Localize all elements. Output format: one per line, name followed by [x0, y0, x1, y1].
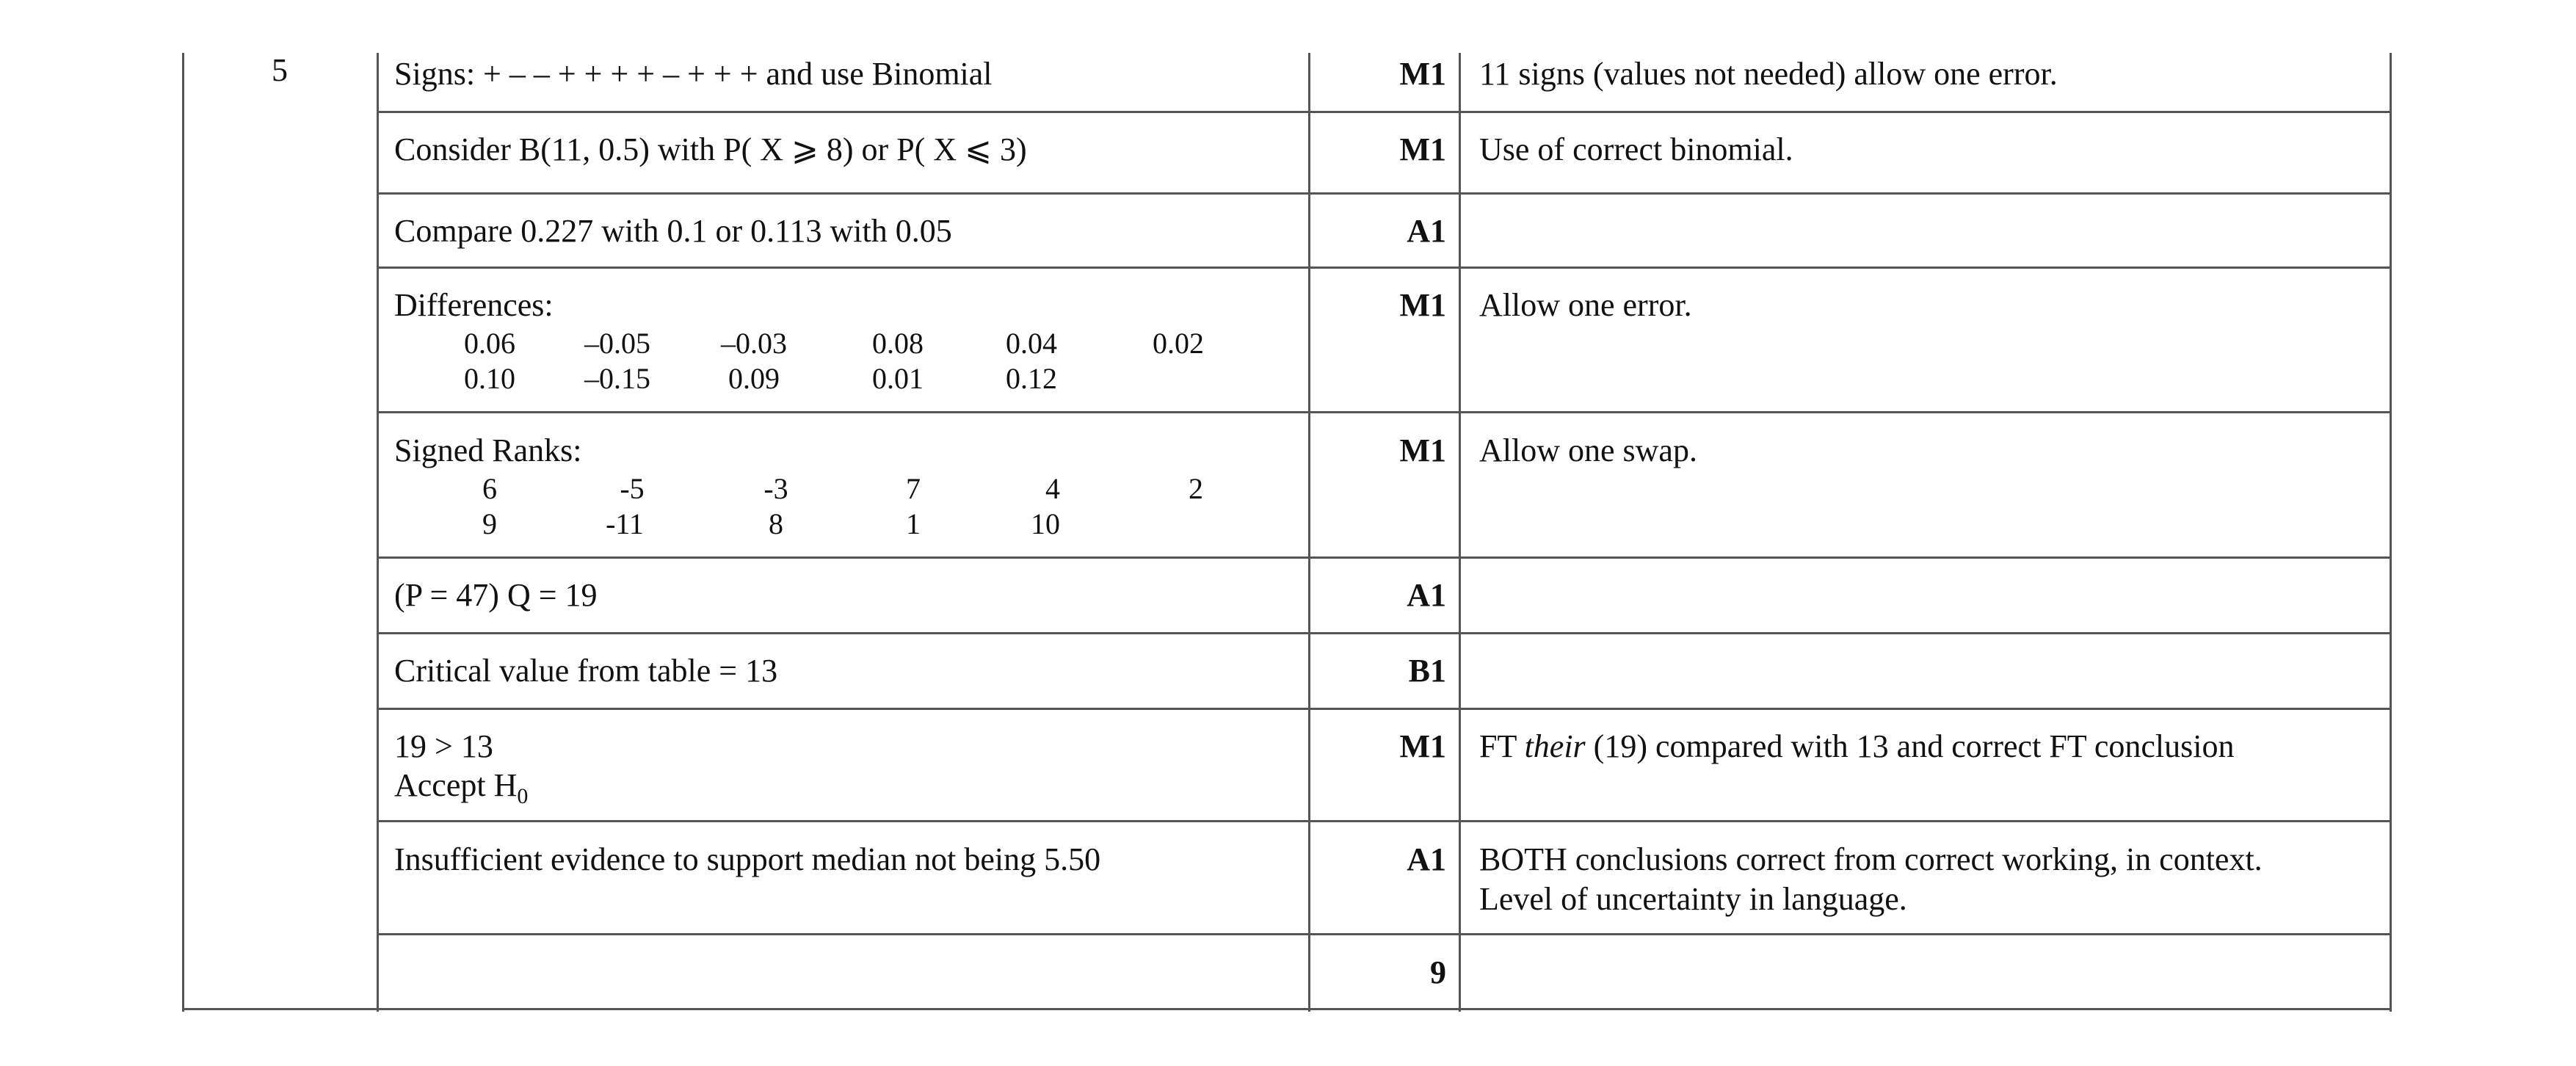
answer-signed-ranks-label: Signed Ranks:	[394, 432, 582, 468]
mark-code: M1	[1399, 131, 1446, 167]
answer-accept-h0	[394, 766, 528, 816]
guidance-text: Use of correct binomial.	[1479, 131, 1793, 167]
guidance-line-1: BOTH conclusions correct from correct working, in context.	[1479, 841, 2263, 877]
rank-value: 2	[1189, 472, 1203, 505]
difference-value: 0.06	[464, 327, 515, 360]
guidance-text: 11 signs (values not needed) allow one error.	[1479, 56, 2058, 92]
answer-signs: Signs: + – – + + + + – + + + and use Binomial	[394, 56, 993, 92]
rank-value: 6	[482, 472, 497, 505]
rank-value: 10	[1031, 507, 1060, 540]
rank-value: 8	[769, 507, 783, 540]
difference-value: –0.15	[584, 362, 650, 395]
difference-value: 0.08	[872, 327, 924, 360]
mark-code: M1	[1399, 287, 1446, 323]
row-divider	[377, 820, 2392, 822]
rank-value: 1	[906, 507, 921, 540]
guidance-line-2: Level of uncertainty in language.	[1479, 881, 1907, 917]
mark-code: M1	[1399, 432, 1446, 468]
column-divider-answer	[377, 53, 379, 1012]
guidance-italic: their	[1524, 728, 1586, 764]
h-subscript: 0	[517, 783, 529, 808]
question-number: 5	[272, 52, 288, 88]
difference-value: 0.12	[1006, 362, 1057, 395]
answer-test-statistic: (P = 47) Q = 19	[394, 577, 598, 613]
guidance-suffix: (19) compared with 13 and correct FT conclusion	[1585, 728, 2235, 764]
answer-differences-label: Differences:	[394, 287, 554, 323]
rank-value: 7	[906, 472, 921, 505]
answer-critical-value: Critical value from table = 13	[394, 653, 778, 689]
difference-value: 0.02	[1153, 327, 1204, 360]
mark-code: B1	[1408, 653, 1446, 689]
row-divider	[377, 708, 2392, 710]
answer-binomial: Consider B(11, 0.5) with P( X ⩾ 8) or P( X ⩽ 3)	[394, 131, 1027, 167]
column-divider-mark	[1308, 53, 1310, 1012]
guidance-text: Allow one swap.	[1479, 432, 1697, 468]
rank-value: 4	[1045, 472, 1060, 505]
mark-code: M1	[1399, 728, 1446, 764]
table-border-left	[182, 53, 184, 1012]
accept-h-text: Accept H	[394, 767, 518, 803]
guidance-text: Allow one error.	[1479, 287, 1692, 323]
difference-value: 0.01	[872, 362, 924, 395]
answer-compare: Compare 0.227 with 0.1 or 0.113 with 0.05	[394, 213, 952, 249]
table-border-bottom	[182, 1008, 2392, 1010]
difference-value: –0.03	[721, 327, 787, 360]
rank-value: -3	[763, 472, 788, 505]
difference-value: 0.10	[464, 362, 515, 395]
difference-value: 0.04	[1006, 327, 1057, 360]
row-divider	[377, 266, 2392, 269]
answer-conclusion: Insufficient evidence to support median not being 5.50	[394, 841, 1101, 877]
answer-comparison: 19 > 13	[394, 728, 493, 764]
guidance-text	[1479, 727, 2235, 766]
column-divider-guidance	[1459, 53, 1461, 1012]
mark-code: M1	[1399, 56, 1446, 92]
mark-code: A1	[1407, 577, 1446, 613]
rank-value: -5	[620, 472, 645, 505]
mark-code: A1	[1407, 213, 1446, 249]
row-divider	[377, 111, 2392, 113]
total-marks: 9	[1430, 954, 1446, 990]
guidance-prefix: FT	[1479, 728, 1525, 764]
difference-value: –0.05	[584, 327, 650, 360]
row-divider	[377, 192, 2392, 195]
row-divider	[377, 411, 2392, 413]
rank-value: -11	[606, 507, 644, 540]
row-divider	[377, 556, 2392, 559]
mark-code: A1	[1407, 841, 1446, 877]
table-border-right	[2390, 53, 2392, 1012]
rank-value: 9	[482, 507, 497, 540]
row-divider	[377, 933, 2392, 935]
difference-value: 0.09	[728, 362, 780, 395]
row-divider	[377, 632, 2392, 634]
